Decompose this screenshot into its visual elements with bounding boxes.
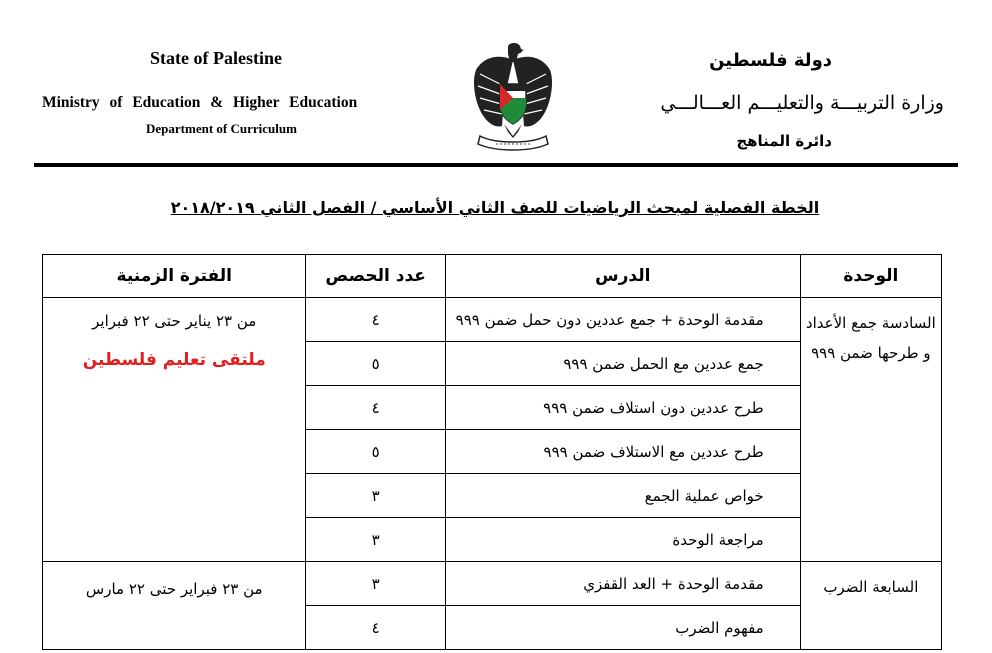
- lesson-cell: مراجعة الوحدة: [445, 518, 800, 562]
- lesson-cell: جمع عددين مع الحمل ضمن ٩٩٩: [445, 342, 800, 386]
- table-row: [43, 298, 942, 342]
- period-cell: من ٢٣ فبراير حتى ٢٢ مارس: [43, 562, 306, 650]
- semester-plan-table: [42, 254, 942, 650]
- count-cell: ٤: [306, 606, 445, 650]
- header-lesson: الدرس: [445, 255, 800, 298]
- document-title: الخطة الفصلية لمبحث الرياضيات للصف الثاني الأساسي / الفصل الثاني ٢٠١٨/٢٠١٩: [170, 198, 820, 217]
- unit-cell: السادسة جمع الأعداد و طرحها ضمن ٩٩٩: [800, 298, 941, 562]
- english-ministry: Ministry of Education & Higher Education: [42, 94, 358, 111]
- header-unit: الوحدة: [800, 255, 941, 298]
- english-department: Department of Curriculum: [146, 121, 297, 136]
- header-period: الفترة الزمنية: [43, 255, 306, 298]
- header-count: عدد الحصص: [306, 255, 445, 298]
- count-cell: ٤: [306, 298, 445, 342]
- english-title: State of Palestine: [150, 48, 282, 68]
- table-row: [43, 562, 942, 606]
- lesson-cell: خواص عملية الجمع: [445, 474, 800, 518]
- count-cell: ٥: [306, 430, 445, 474]
- arabic-title: دولة فلسطين: [709, 50, 832, 71]
- forum-note: ملتقى تعليم فلسطين: [82, 350, 266, 370]
- unit-cell: السابعة الضرب: [800, 562, 941, 650]
- arabic-department: دائرة المناهج: [736, 132, 832, 150]
- count-cell: ٣: [306, 518, 445, 562]
- period-text: من ٢٣ يناير حتى ٢٢ فبراير: [92, 312, 257, 330]
- arabic-ministry: وزارة التربيـــة والتعليـــم العـــالـــي: [660, 92, 944, 114]
- lesson-cell: مقدمة الوحدة + العد القفزي: [445, 562, 800, 606]
- table-header-row: [43, 255, 942, 298]
- lesson-cell: مفهوم الضرب: [445, 606, 800, 650]
- palestine-eagle-emblem-icon: [470, 40, 556, 156]
- count-cell: ٤: [306, 386, 445, 430]
- count-cell: ٣: [306, 474, 445, 518]
- lesson-cell: طرح عددين دون استلاف ضمن ٩٩٩: [445, 386, 800, 430]
- lesson-cell: طرح عددين مع الاستلاف ضمن ٩٩٩: [445, 430, 800, 474]
- lesson-cell: مقدمة الوحدة + جمع عددين دون حمل ضمن ٩٩٩: [445, 298, 800, 342]
- period-cell: [43, 298, 306, 562]
- english-header: [0, 0, 440, 160]
- count-cell: ٥: [306, 342, 445, 386]
- header-divider: [34, 163, 958, 167]
- count-cell: ٣: [306, 562, 445, 606]
